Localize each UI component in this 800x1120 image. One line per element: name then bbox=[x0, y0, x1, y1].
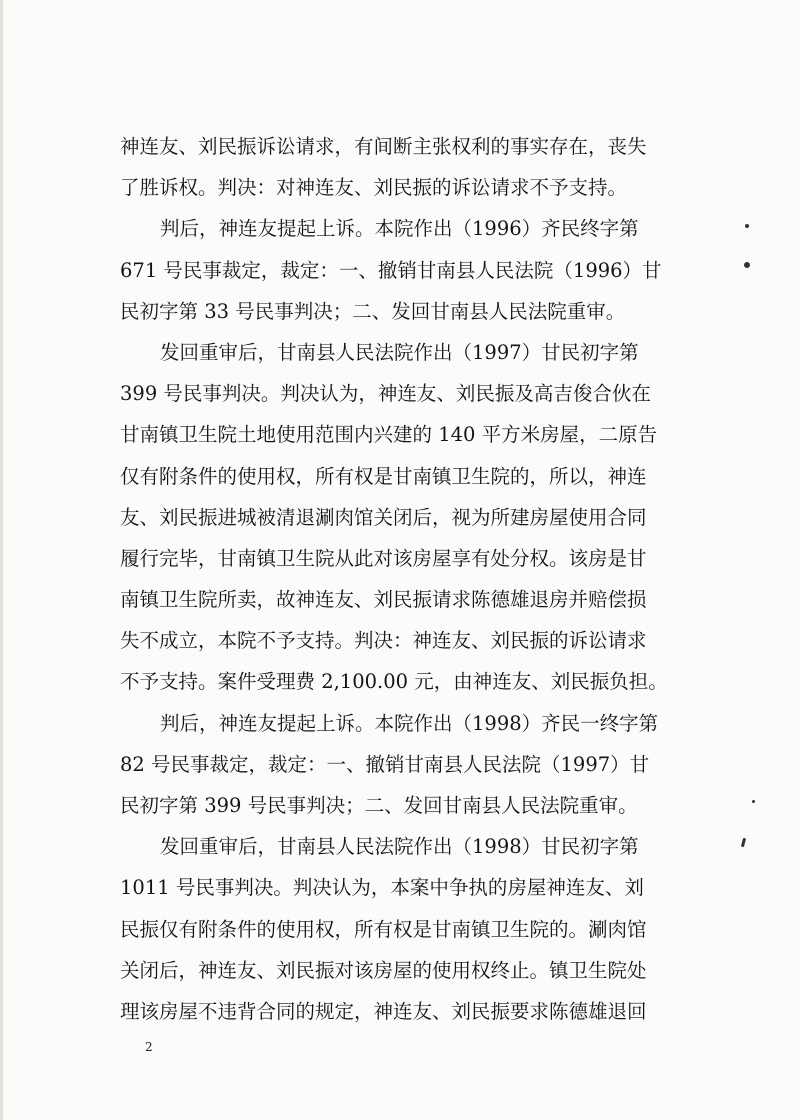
text-line-3: 判后，神连友提起上诉。本院作出（1996）齐民终字第 bbox=[160, 217, 639, 241]
text-line-22: 理该房屋不违背合同的规定，神连友、刘民振要求陈德雄退回 bbox=[120, 999, 647, 1023]
text-line-12: 南镇卫生院所卖，故神连友、刘民振请求陈德雄退房并赔偿损 bbox=[120, 588, 647, 612]
text-line-19: 1011 号民事判决。判决认为，本案中争执的房屋神连友、刘 bbox=[120, 876, 644, 900]
text-line-18: 发回重审后，甘南县人民法院作出（1998）甘民初字第 bbox=[160, 835, 639, 859]
text-line-1: 神连友、刘民振诉讼请求，有间断主张权利的事实存在，丧失 bbox=[120, 135, 647, 158]
body-text bbox=[120, 126, 700, 1032]
scan-speck bbox=[745, 224, 749, 228]
text-line-7: 399 号民事判决。判决认为，神连友、刘民振及高吉俊合伙在 bbox=[120, 382, 651, 406]
text-line-4: 671 号民事裁定，裁定：一、撤销甘南县人民法院（1996）甘 bbox=[120, 258, 662, 282]
scan-speck bbox=[752, 800, 755, 803]
text-line-5: 民初字第 33 号民事判决；二、发回甘南县人民法院重审。 bbox=[120, 299, 626, 323]
text-line-15: 判后，神连友提起上诉。本院作出（1998）齐民一终字第 bbox=[160, 711, 659, 735]
text-line-16: 82 号民事裁定，裁定：一、撤销甘南县人民法院（1997）甘 bbox=[120, 752, 650, 776]
text-line-11: 履行完毕，甘南镇卫生院从此对该房屋享有处分权。该房是甘 bbox=[120, 546, 647, 570]
scan-edge bbox=[0, 0, 3, 1120]
text-line-2: 了胜诉权。判决：对神连友、刘民振的诉讼请求不予支持。 bbox=[120, 176, 628, 200]
scan-speck bbox=[741, 838, 746, 847]
text-line-8: 甘南镇卫生院土地使用范围内兴建的 140 平方米房屋，二原告 bbox=[120, 423, 658, 447]
text-line-13: 失不成立，本院不予支持。判决：神连友、刘民振的诉讼请求 bbox=[120, 629, 647, 653]
text-line-17: 民初字第 399 号民事判决；二、发回甘南县人民法院重审。 bbox=[120, 794, 638, 817]
page-number: 2 bbox=[145, 1040, 153, 1054]
text-line-20: 民振仅有附条件的使用权，所有权是甘南镇卫生院的。涮肉馆 bbox=[120, 917, 647, 941]
text-line-14: 不予支持。案件受理费 2,100.00 元，由神连友、刘民振负担。 bbox=[120, 670, 668, 694]
text-line-9: 仅有附条件的使用权，所有权是甘南镇卫生院的，所以，神连 bbox=[120, 464, 647, 488]
text-line-6: 发回重审后，甘南县人民法院作出（1997）甘民初字第 bbox=[160, 340, 639, 364]
text-line-10: 友、刘民振进城被清退涮肉馆关闭后，视为所建房屋使用合同 bbox=[120, 505, 647, 529]
text-line-21: 关闭后，神连友、刘民振对该房屋的使用权终止。镇卫生院处 bbox=[120, 958, 647, 982]
scan-speck bbox=[744, 262, 750, 268]
